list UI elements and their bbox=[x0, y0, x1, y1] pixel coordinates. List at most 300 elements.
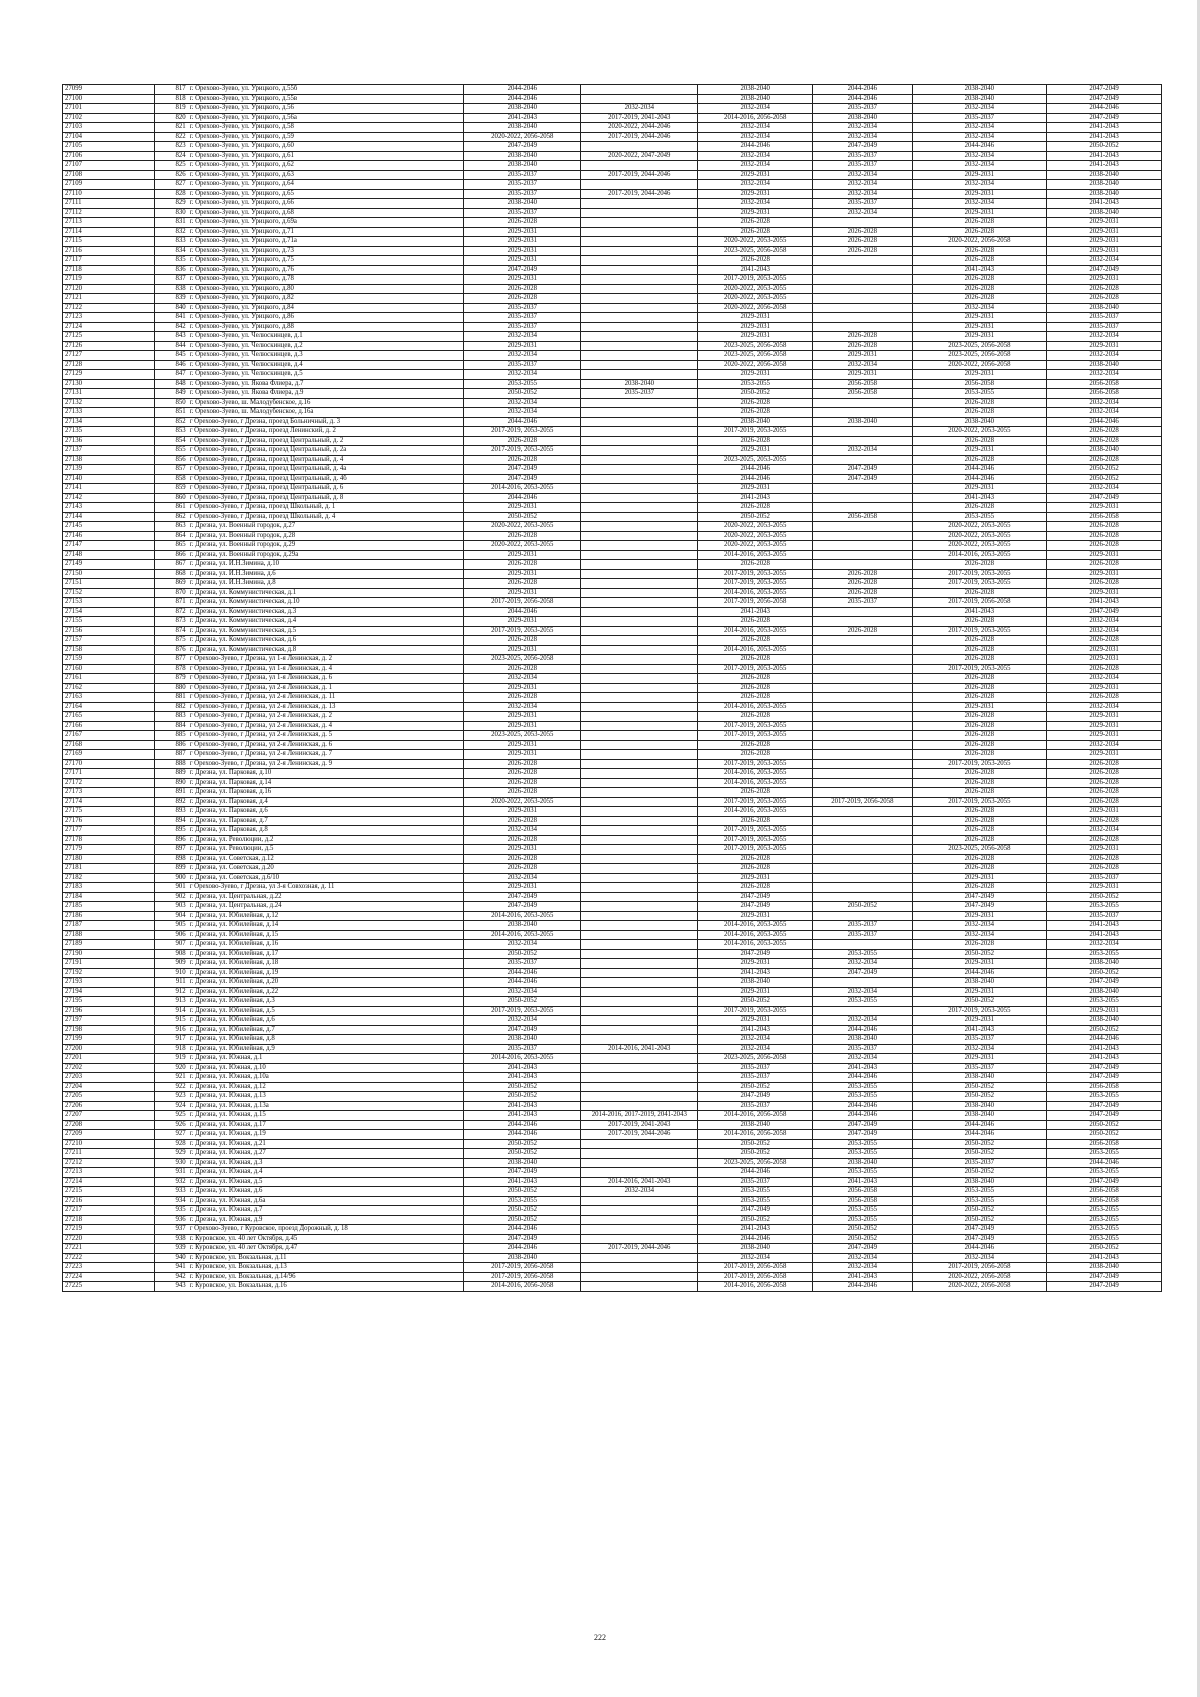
row-id-cell: 27204 bbox=[63, 1082, 155, 1092]
address-cell: г. Дрезна, ул. Центральная, д.22 bbox=[188, 892, 464, 902]
row-number-cell: 835 bbox=[154, 256, 187, 266]
row-id-cell: 27114 bbox=[63, 227, 155, 237]
row-id-cell: 27187 bbox=[63, 921, 155, 931]
table-row bbox=[63, 1006, 1162, 1016]
period-6-cell: 2026-2028 bbox=[1047, 284, 1162, 294]
table-row bbox=[63, 398, 1162, 408]
period-5-cell: 2029-2031 bbox=[912, 332, 1047, 342]
table-row bbox=[63, 598, 1162, 608]
row-id-cell: 27136 bbox=[63, 436, 155, 446]
period-3-cell: 2026-2028 bbox=[698, 655, 813, 665]
row-number-cell: 889 bbox=[154, 769, 187, 779]
period-5-cell: 2017-2019, 2053-2055 bbox=[912, 569, 1047, 579]
period-1-cell: 2014-2016, 2056-2058 bbox=[464, 1282, 581, 1292]
row-id-cell: 27121 bbox=[63, 294, 155, 304]
row-id-cell: 27160 bbox=[63, 664, 155, 674]
period-5-cell: 2026-2028 bbox=[912, 227, 1047, 237]
period-1-cell: 2035-2037 bbox=[464, 322, 581, 332]
period-2-cell bbox=[581, 85, 698, 95]
period-2-cell bbox=[581, 503, 698, 513]
row-number-cell: 891 bbox=[154, 788, 187, 798]
row-id-cell: 27191 bbox=[63, 959, 155, 969]
address-cell: г. Дрезна, ул. Советская, д.20 bbox=[188, 864, 464, 874]
row-number-cell: 861 bbox=[154, 503, 187, 513]
address-cell: г. Дрезна, ул. Юбилейная, д.18 bbox=[188, 959, 464, 969]
address-cell: г Орехово-Зуево, г Дрезна, ул 1-я Ленинская, д. 6 bbox=[188, 674, 464, 684]
period-2-cell bbox=[581, 1263, 698, 1273]
period-2-cell bbox=[581, 1149, 698, 1159]
period-3-cell: 2035-2037 bbox=[698, 1063, 813, 1073]
address-cell: г. Дрезна, ул. Юбилейная, д.8 bbox=[188, 1035, 464, 1045]
address-cell: г. Куровское, ул. Вокзальная, д.16 bbox=[188, 1282, 464, 1292]
row-number-cell: 901 bbox=[154, 883, 187, 893]
table-row bbox=[63, 921, 1162, 931]
row-id-cell: 27184 bbox=[63, 892, 155, 902]
period-3-cell: 2050-2052 bbox=[698, 997, 813, 1007]
row-number-cell: 847 bbox=[154, 370, 187, 380]
period-2-cell bbox=[581, 531, 698, 541]
period-3-cell: 2050-2052 bbox=[698, 1149, 813, 1159]
table-row bbox=[63, 873, 1162, 883]
period-4-cell: 2026-2028 bbox=[813, 332, 913, 342]
period-2-cell bbox=[581, 436, 698, 446]
period-1-cell: 2041-2043 bbox=[464, 1111, 581, 1121]
table-row bbox=[63, 968, 1162, 978]
period-6-cell: 2038-2040 bbox=[1047, 1263, 1162, 1273]
period-2-cell bbox=[581, 332, 698, 342]
period-3-cell: 2020-2022, 2053-2055 bbox=[698, 294, 813, 304]
address-cell: г. Орехово-Зуево, ул. Урицкого, д.71а bbox=[188, 237, 464, 247]
period-6-cell: 2038-2040 bbox=[1047, 170, 1162, 180]
period-1-cell: 2038-2040 bbox=[464, 123, 581, 133]
period-5-cell: 2029-2031 bbox=[912, 873, 1047, 883]
row-number-cell: 928 bbox=[154, 1139, 187, 1149]
address-cell: г. Дрезна, ул. Юбилейная, д.5 bbox=[188, 1006, 464, 1016]
period-6-cell: 2035-2037 bbox=[1047, 313, 1162, 323]
address-cell: г Орехово-Зуево, г Дрезна, ул 2-я Ленинская, д. 6 bbox=[188, 740, 464, 750]
period-1-cell: 2047-2049 bbox=[464, 902, 581, 912]
row-id-cell: 27209 bbox=[63, 1130, 155, 1140]
period-6-cell: 2029-2031 bbox=[1047, 655, 1162, 665]
row-id-cell: 27165 bbox=[63, 712, 155, 722]
period-6-cell: 2038-2040 bbox=[1047, 208, 1162, 218]
period-4-cell bbox=[813, 892, 913, 902]
row-id-cell: 27142 bbox=[63, 493, 155, 503]
address-cell: г. Дрезна, ул. Южная, д.21 bbox=[188, 1139, 464, 1149]
address-cell: г. Дрезна, ул. Южная, д.5 bbox=[188, 1177, 464, 1187]
period-5-cell: 2026-2028 bbox=[912, 588, 1047, 598]
period-2-cell bbox=[581, 579, 698, 589]
period-4-cell bbox=[813, 1006, 913, 1016]
period-4-cell: 2053-2055 bbox=[813, 1139, 913, 1149]
table-row bbox=[63, 237, 1162, 247]
period-4-cell: 2047-2049 bbox=[813, 142, 913, 152]
period-5-cell: 2044-2046 bbox=[912, 968, 1047, 978]
period-1-cell: 2047-2049 bbox=[464, 474, 581, 484]
row-number-cell: 870 bbox=[154, 588, 187, 598]
period-1-cell: 2029-2031 bbox=[464, 237, 581, 247]
period-1-cell: 2044-2046 bbox=[464, 94, 581, 104]
period-6-cell: 2047-2049 bbox=[1047, 1282, 1162, 1292]
period-1-cell: 2029-2031 bbox=[464, 341, 581, 351]
row-number-cell: 941 bbox=[154, 1263, 187, 1273]
table-row bbox=[63, 674, 1162, 684]
period-3-cell: 2038-2040 bbox=[698, 417, 813, 427]
period-2-cell bbox=[581, 940, 698, 950]
period-1-cell: 2026-2028 bbox=[464, 769, 581, 779]
period-5-cell: 2041-2043 bbox=[912, 265, 1047, 275]
period-3-cell: 2017-2019, 2053-2055 bbox=[698, 721, 813, 731]
row-number-cell: 929 bbox=[154, 1149, 187, 1159]
period-3-cell: 2029-2031 bbox=[698, 987, 813, 997]
period-3-cell: 2026-2028 bbox=[698, 864, 813, 874]
period-1-cell: 2026-2028 bbox=[464, 816, 581, 826]
period-5-cell: 2035-2037 bbox=[912, 113, 1047, 123]
period-2-cell bbox=[581, 835, 698, 845]
period-3-cell: 2029-2031 bbox=[698, 873, 813, 883]
period-3-cell: 2041-2043 bbox=[698, 607, 813, 617]
period-3-cell: 2017-2019, 2053-2055 bbox=[698, 569, 813, 579]
period-1-cell: 2044-2046 bbox=[464, 1120, 581, 1130]
period-4-cell: 2053-2055 bbox=[813, 1168, 913, 1178]
row-number-cell: 820 bbox=[154, 113, 187, 123]
period-5-cell: 2020-2022, 2056-2058 bbox=[912, 237, 1047, 247]
row-id-cell: 27225 bbox=[63, 1282, 155, 1292]
period-5-cell: 2020-2022, 2053-2055 bbox=[912, 427, 1047, 437]
period-2-cell bbox=[581, 1006, 698, 1016]
row-id-cell: 27132 bbox=[63, 398, 155, 408]
address-cell: г. Дрезна, ул. Военный городок, д.28 bbox=[188, 531, 464, 541]
table-row bbox=[63, 522, 1162, 532]
period-2-cell bbox=[581, 864, 698, 874]
row-id-cell: 27215 bbox=[63, 1187, 155, 1197]
address-cell: г. Орехово-Зуево, ул. Челюскинцев, д.3 bbox=[188, 351, 464, 361]
period-2-cell bbox=[581, 1073, 698, 1083]
period-4-cell: 2032-2034 bbox=[813, 1016, 913, 1026]
row-id-cell: 27128 bbox=[63, 360, 155, 370]
table-row bbox=[63, 1158, 1162, 1168]
period-3-cell: 2050-2052 bbox=[698, 389, 813, 399]
period-1-cell: 2029-2031 bbox=[464, 246, 581, 256]
address-cell: г. Орехово-Зуево, ул. Урицкого, д.55в bbox=[188, 94, 464, 104]
table-row bbox=[63, 740, 1162, 750]
table-row bbox=[63, 531, 1162, 541]
period-6-cell: 2056-2058 bbox=[1047, 512, 1162, 522]
row-number-cell: 920 bbox=[154, 1063, 187, 1073]
period-5-cell: 2050-2052 bbox=[912, 1206, 1047, 1216]
row-id-cell: 27195 bbox=[63, 997, 155, 1007]
period-1-cell: 2044-2046 bbox=[464, 1244, 581, 1254]
period-4-cell: 2032-2034 bbox=[813, 180, 913, 190]
period-5-cell: 2053-2055 bbox=[912, 512, 1047, 522]
period-2-cell bbox=[581, 892, 698, 902]
period-5-cell: 2017-2019, 2056-2058 bbox=[912, 598, 1047, 608]
address-cell: г. Орехово-Зуево, ул. Урицкого, д.71 bbox=[188, 227, 464, 237]
row-id-cell: 27134 bbox=[63, 417, 155, 427]
row-id-cell: 27181 bbox=[63, 864, 155, 874]
period-4-cell: 2029-2031 bbox=[813, 351, 913, 361]
period-4-cell bbox=[813, 740, 913, 750]
period-6-cell: 2026-2028 bbox=[1047, 636, 1162, 646]
address-cell: г Орехово-Зуево, г Дрезна, ул 2-я Ленинская, д. 1 bbox=[188, 683, 464, 693]
period-6-cell: 2038-2040 bbox=[1047, 446, 1162, 456]
row-id-cell: 27130 bbox=[63, 379, 155, 389]
table-body bbox=[63, 85, 1162, 1292]
period-1-cell: 2029-2031 bbox=[464, 645, 581, 655]
period-4-cell bbox=[813, 759, 913, 769]
period-5-cell: 2020-2022, 2053-2055 bbox=[912, 541, 1047, 551]
period-2-cell bbox=[581, 588, 698, 598]
period-5-cell: 2026-2028 bbox=[912, 683, 1047, 693]
period-3-cell: 2017-2019, 2053-2055 bbox=[698, 797, 813, 807]
period-6-cell: 2038-2040 bbox=[1047, 1016, 1162, 1026]
table-row bbox=[63, 845, 1162, 855]
period-5-cell: 2026-2028 bbox=[912, 218, 1047, 228]
period-6-cell: 2041-2043 bbox=[1047, 1054, 1162, 1064]
period-1-cell: 2029-2031 bbox=[464, 617, 581, 627]
address-cell: г. Дрезна, ул. Парковая, д.14 bbox=[188, 778, 464, 788]
address-cell: г. Орехово-Зуево, ул. Урицкого, д.62 bbox=[188, 161, 464, 171]
row-number-cell: 842 bbox=[154, 322, 187, 332]
period-5-cell: 2023-2025, 2056-2058 bbox=[912, 845, 1047, 855]
period-2-cell bbox=[581, 227, 698, 237]
period-2-cell bbox=[581, 759, 698, 769]
period-3-cell: 2014-2016, 2053-2055 bbox=[698, 807, 813, 817]
address-cell: г. Дрезна, ул. Юбилейная, д.16 bbox=[188, 940, 464, 950]
period-2-cell bbox=[581, 1025, 698, 1035]
period-2-cell bbox=[581, 598, 698, 608]
period-1-cell: 2050-2052 bbox=[464, 1139, 581, 1149]
period-4-cell: 2026-2028 bbox=[813, 588, 913, 598]
row-id-cell: 27137 bbox=[63, 446, 155, 456]
row-number-cell: 874 bbox=[154, 626, 187, 636]
period-2-cell bbox=[581, 845, 698, 855]
row-number-cell: 871 bbox=[154, 598, 187, 608]
row-id-cell: 27146 bbox=[63, 531, 155, 541]
address-cell: г Орехово-Зуево, г Дрезна, ул 2-я Ленинская, д. 11 bbox=[188, 693, 464, 703]
period-6-cell: 2047-2049 bbox=[1047, 1063, 1162, 1073]
period-6-cell: 2047-2049 bbox=[1047, 265, 1162, 275]
period-6-cell: 2038-2040 bbox=[1047, 959, 1162, 969]
period-3-cell: 2050-2052 bbox=[698, 1082, 813, 1092]
period-5-cell: 2026-2028 bbox=[912, 655, 1047, 665]
period-5-cell: 2023-2025, 2056-2058 bbox=[912, 351, 1047, 361]
period-5-cell: 2032-2034 bbox=[912, 930, 1047, 940]
address-cell: г Орехово-Зуево, г Дрезна, ул 1-я Ленинская, д. 2 bbox=[188, 655, 464, 665]
period-4-cell: 2032-2034 bbox=[813, 360, 913, 370]
period-2-cell bbox=[581, 313, 698, 323]
period-5-cell: 2047-2049 bbox=[912, 892, 1047, 902]
period-4-cell bbox=[813, 911, 913, 921]
address-cell: г Орехово-Зуево, г Куровское, проезд Дорожный, д. 18 bbox=[188, 1225, 464, 1235]
period-2-cell bbox=[581, 560, 698, 570]
period-2-cell bbox=[581, 807, 698, 817]
row-id-cell: 27175 bbox=[63, 807, 155, 817]
address-cell: г Орехово-Зуево, г Дрезна, проезд Центральный, д. 2а bbox=[188, 446, 464, 456]
row-number-cell: 838 bbox=[154, 284, 187, 294]
table-row bbox=[63, 1196, 1162, 1206]
row-id-cell: 27224 bbox=[63, 1272, 155, 1282]
address-cell: г. Орехово-Зуево, ул. Якова Флиера, д.7 bbox=[188, 379, 464, 389]
table-row bbox=[63, 322, 1162, 332]
period-5-cell: 2026-2028 bbox=[912, 560, 1047, 570]
row-id-cell: 27198 bbox=[63, 1025, 155, 1035]
row-number-cell: 822 bbox=[154, 132, 187, 142]
period-4-cell bbox=[813, 303, 913, 313]
period-2-cell bbox=[581, 1168, 698, 1178]
period-2-cell bbox=[581, 1139, 698, 1149]
row-id-cell: 27202 bbox=[63, 1063, 155, 1073]
period-4-cell: 2053-2055 bbox=[813, 997, 913, 1007]
row-id-cell: 27190 bbox=[63, 949, 155, 959]
period-5-cell: 2050-2052 bbox=[912, 1082, 1047, 1092]
table-row bbox=[63, 85, 1162, 95]
period-1-cell: 2050-2052 bbox=[464, 997, 581, 1007]
row-id-cell: 27161 bbox=[63, 674, 155, 684]
period-2-cell: 2014-2016, 2017-2019, 2041-2043 bbox=[581, 1111, 698, 1121]
row-number-cell: 896 bbox=[154, 835, 187, 845]
period-1-cell: 2050-2052 bbox=[464, 512, 581, 522]
period-6-cell: 2029-2031 bbox=[1047, 750, 1162, 760]
period-2-cell bbox=[581, 465, 698, 475]
period-3-cell: 2029-2031 bbox=[698, 911, 813, 921]
row-id-cell: 27099 bbox=[63, 85, 155, 95]
address-cell: г. Орехово-Зуево, ул. Урицкого, д.58 bbox=[188, 123, 464, 133]
period-6-cell: 2047-2049 bbox=[1047, 113, 1162, 123]
row-number-cell: 821 bbox=[154, 123, 187, 133]
period-6-cell: 2026-2028 bbox=[1047, 531, 1162, 541]
period-6-cell: 2032-2034 bbox=[1047, 940, 1162, 950]
table-row bbox=[63, 940, 1162, 950]
row-number-cell: 824 bbox=[154, 151, 187, 161]
row-number-cell: 873 bbox=[154, 617, 187, 627]
period-1-cell: 2044-2046 bbox=[464, 968, 581, 978]
row-id-cell: 27151 bbox=[63, 579, 155, 589]
table-row bbox=[63, 1016, 1162, 1026]
period-1-cell: 2041-2043 bbox=[464, 1073, 581, 1083]
address-cell: г. Орехово-Зуево, ул. Урицкого, д.84 bbox=[188, 303, 464, 313]
row-id-cell: 27171 bbox=[63, 769, 155, 779]
period-5-cell: 2026-2028 bbox=[912, 275, 1047, 285]
period-5-cell: 2038-2040 bbox=[912, 94, 1047, 104]
period-6-cell: 2047-2049 bbox=[1047, 1073, 1162, 1083]
period-2-cell bbox=[581, 902, 698, 912]
period-3-cell: 2023-2025, 2056-2058 bbox=[698, 246, 813, 256]
period-3-cell: 2026-2028 bbox=[698, 636, 813, 646]
table-row bbox=[63, 788, 1162, 798]
period-2-cell bbox=[581, 997, 698, 1007]
period-3-cell: 2014-2016, 2053-2055 bbox=[698, 940, 813, 950]
period-1-cell: 2026-2028 bbox=[464, 436, 581, 446]
period-5-cell: 2017-2019, 2053-2055 bbox=[912, 664, 1047, 674]
address-cell: г Орехово-Зуево, г Дрезна, проезд Центральный, д. 2 bbox=[188, 436, 464, 446]
period-4-cell: 2032-2034 bbox=[813, 446, 913, 456]
period-1-cell: 2050-2052 bbox=[464, 389, 581, 399]
address-cell: г. Дрезна, ул. Коммунистическая, д.1 bbox=[188, 588, 464, 598]
row-id-cell: 27144 bbox=[63, 512, 155, 522]
row-number-cell: 857 bbox=[154, 465, 187, 475]
row-number-cell: 880 bbox=[154, 683, 187, 693]
period-1-cell: 2026-2028 bbox=[464, 218, 581, 228]
period-1-cell: 2026-2028 bbox=[464, 693, 581, 703]
period-3-cell: 2032-2034 bbox=[698, 199, 813, 209]
period-1-cell: 2047-2049 bbox=[464, 142, 581, 152]
address-cell: г. Дрезна, ул. Южная, д.6 bbox=[188, 1187, 464, 1197]
period-6-cell: 2047-2049 bbox=[1047, 85, 1162, 95]
row-number-cell: 931 bbox=[154, 1168, 187, 1178]
row-id-cell: 27180 bbox=[63, 854, 155, 864]
period-2-cell bbox=[581, 1196, 698, 1206]
period-5-cell: 2017-2019, 2056-2058 bbox=[912, 1263, 1047, 1273]
period-1-cell: 2023-2025, 2056-2058 bbox=[464, 655, 581, 665]
address-cell: г. Куровское, ул. Вокзальная, д.13 bbox=[188, 1263, 464, 1273]
period-2-cell: 2017-2019, 2044-2046 bbox=[581, 132, 698, 142]
period-4-cell bbox=[813, 788, 913, 798]
period-3-cell: 2029-2031 bbox=[698, 959, 813, 969]
address-cell: г. Дрезна, ул. Коммунистическая, д.5 bbox=[188, 626, 464, 636]
period-1-cell: 2038-2040 bbox=[464, 1035, 581, 1045]
table-row bbox=[63, 303, 1162, 313]
period-4-cell: 2032-2034 bbox=[813, 132, 913, 142]
row-id-cell: 27214 bbox=[63, 1177, 155, 1187]
period-5-cell: 2026-2028 bbox=[912, 816, 1047, 826]
period-3-cell: 2032-2034 bbox=[698, 151, 813, 161]
row-id-cell: 27102 bbox=[63, 113, 155, 123]
address-cell: г. Орехово-Зуево, ул. Урицкого, д.75 bbox=[188, 256, 464, 266]
period-2-cell bbox=[581, 636, 698, 646]
period-1-cell: 2026-2028 bbox=[464, 560, 581, 570]
row-id-cell: 27168 bbox=[63, 740, 155, 750]
row-number-cell: 850 bbox=[154, 398, 187, 408]
period-2-cell bbox=[581, 522, 698, 532]
period-3-cell: 2047-2049 bbox=[698, 902, 813, 912]
address-cell: г Орехово-Зуево, г Дрезна, проезд Центральный, д. 4б bbox=[188, 474, 464, 484]
table-row bbox=[63, 161, 1162, 171]
address-cell: г. Дрезна, ул. Южная, д.4 bbox=[188, 1168, 464, 1178]
row-number-cell: 866 bbox=[154, 550, 187, 560]
address-cell: г. Орехово-Зуево, ул. Якова Флиера, д.9 bbox=[188, 389, 464, 399]
period-2-cell bbox=[581, 94, 698, 104]
row-id-cell: 27197 bbox=[63, 1016, 155, 1026]
address-cell: г Орехово-Зуево, г Дрезна, проезд Центральный, д. 6 bbox=[188, 484, 464, 494]
row-id-cell: 27115 bbox=[63, 237, 155, 247]
period-6-cell: 2026-2028 bbox=[1047, 854, 1162, 864]
period-5-cell: 2029-2031 bbox=[912, 446, 1047, 456]
row-number-cell: 912 bbox=[154, 987, 187, 997]
address-cell: г. Орехово-Зуево, ул. Урицкого, д.78 bbox=[188, 275, 464, 285]
period-6-cell: 2044-2046 bbox=[1047, 104, 1162, 114]
period-5-cell: 2044-2046 bbox=[912, 465, 1047, 475]
table-row bbox=[63, 123, 1162, 133]
address-cell: г. Дрезна, ул. Военный городок, д.29 bbox=[188, 541, 464, 551]
period-1-cell: 2047-2049 bbox=[464, 1234, 581, 1244]
table-row bbox=[63, 484, 1162, 494]
period-6-cell: 2032-2034 bbox=[1047, 332, 1162, 342]
period-2-cell bbox=[581, 674, 698, 684]
period-2-cell bbox=[581, 360, 698, 370]
row-id-cell: 27119 bbox=[63, 275, 155, 285]
period-1-cell: 2017-2019, 2056-2058 bbox=[464, 598, 581, 608]
address-cell: г. Дрезна, ул. Южная, д.10а bbox=[188, 1073, 464, 1083]
row-id-cell: 27211 bbox=[63, 1149, 155, 1159]
period-6-cell: 2050-2052 bbox=[1047, 1130, 1162, 1140]
row-number-cell: 859 bbox=[154, 484, 187, 494]
row-id-cell: 27166 bbox=[63, 721, 155, 731]
period-1-cell: 2029-2031 bbox=[464, 740, 581, 750]
table-row bbox=[63, 417, 1162, 427]
period-4-cell bbox=[813, 218, 913, 228]
period-2-cell bbox=[581, 607, 698, 617]
